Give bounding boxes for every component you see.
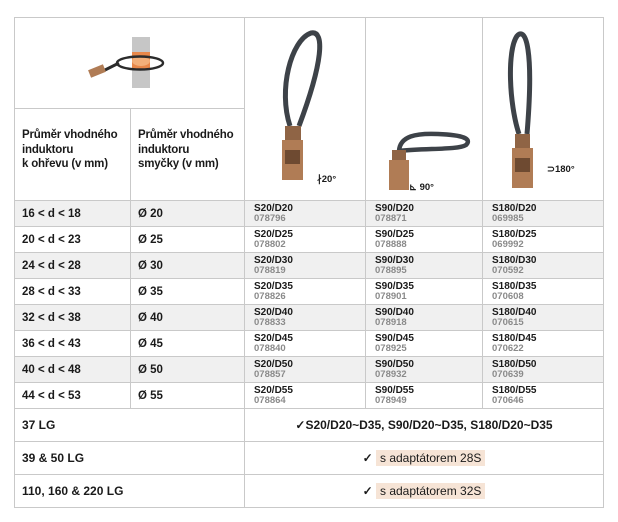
s20-product: S20/D25 078802 [245,227,366,253]
header-col1-line3: k ohřevu (v mm) [22,158,108,170]
model-row [15,475,604,508]
s90-product: S90/D55 078949 [366,383,483,409]
s90-inductor-icon [366,18,483,208]
s20-product: S20/D55 078864 [245,383,366,409]
s90-product: S90/D35 078901 [366,279,483,305]
heating-illustration-cell [15,18,245,109]
s180-product: S180/D55 070646 [483,383,604,409]
s90-product: S90/D25 078888 [366,227,483,253]
s180-product: S180/D50 070639 [483,357,604,383]
check-icon: ✓ [362,451,373,465]
compat-text: s adaptátorem 28S [376,450,485,466]
angle-20-label: ∤20° [317,174,337,185]
model-compatibility [245,409,604,442]
s90-product: S90/D20 078871 [366,201,483,227]
s90-product: S90/D40 078918 [366,305,483,331]
heating-range: 28 < d < 33 [15,279,131,305]
model-row [15,442,604,475]
model-name: 110, 160 & 220 LG [15,475,245,508]
model-compatibility [245,475,604,508]
s90-inductor-photo-cell [366,18,483,201]
model-row [15,409,604,442]
angle-90-label: ⊾ 90° [409,182,434,193]
header-col1-line1: Průměr vhodného [22,129,118,141]
model-name: 37 LG [15,409,245,442]
s180-product: S180/D25 069992 [483,227,604,253]
angle-180-label: ⊃180° [547,164,575,175]
model-compatibility [245,442,604,475]
s20-product: S20/D30 078819 [245,253,366,279]
table-row [15,305,604,331]
s180-product: S180/D45 070622 [483,331,604,357]
table-row [15,331,604,357]
inductor-table [14,17,604,508]
header-loop-diameter [131,109,245,201]
s180-inductor-photo-cell [483,18,604,201]
s180-product: S180/D40 070615 [483,305,604,331]
check-icon: ✓ [362,484,373,498]
heating-range: 32 < d < 38 [15,305,131,331]
loop-diameter: Ø 30 [131,253,245,279]
s20-product: S20/D35 078826 [245,279,366,305]
heating-range: 36 < d < 43 [15,331,131,357]
loop-diameter: Ø 35 [131,279,245,305]
s90-product: S90/D45 078925 [366,331,483,357]
heating-range: 16 < d < 18 [15,201,131,227]
header-col2-line1: Průměr vhodného [138,129,234,141]
check-icon: ✓ [295,418,306,432]
header-heating-diameter [15,109,131,201]
loop-diameter: Ø 50 [131,357,245,383]
loop-diameter: Ø 45 [131,331,245,357]
loop-diameter: Ø 25 [131,227,245,253]
loop-diameter: Ø 20 [131,201,245,227]
heating-range: 40 < d < 48 [15,357,131,383]
table-row [15,227,604,253]
s20-product: S20/D40 078833 [245,305,366,331]
header-col2-line3: smyčky (v mm) [138,158,219,170]
s20-product: S20/D20 078796 [245,201,366,227]
table-row [15,383,604,409]
loop-diameter: Ø 40 [131,305,245,331]
header-col1-line2: induktoru [22,143,74,156]
table-row [15,279,604,305]
s180-product: S180/D20 069985 [483,201,604,227]
compat-text: s adaptátorem 32S [376,483,485,499]
s180-product: S180/D30 070592 [483,253,604,279]
heating-illustration [15,18,245,109]
s180-product: S180/D35 070608 [483,279,604,305]
compat-text: S20/D20~D35, S90/D20~D35, S180/D20~D35 [305,418,553,432]
s90-product: S90/D50 078932 [366,357,483,383]
heating-range: 20 < d < 23 [15,227,131,253]
loop-diameter: Ø 55 [131,383,245,409]
table-row [15,357,604,383]
s20-inductor-photo-cell [245,18,366,201]
model-name: 39 & 50 LG [15,442,245,475]
s180-inductor-icon [483,18,604,208]
heating-range: 24 < d < 28 [15,253,131,279]
table-row [15,253,604,279]
header-col2-line2: induktoru [138,143,190,156]
heating-range: 44 < d < 53 [15,383,131,409]
s20-inductor-icon [245,18,366,208]
s20-product: S20/D45 078840 [245,331,366,357]
s20-product: S20/D50 078857 [245,357,366,383]
s90-product: S90/D30 078895 [366,253,483,279]
